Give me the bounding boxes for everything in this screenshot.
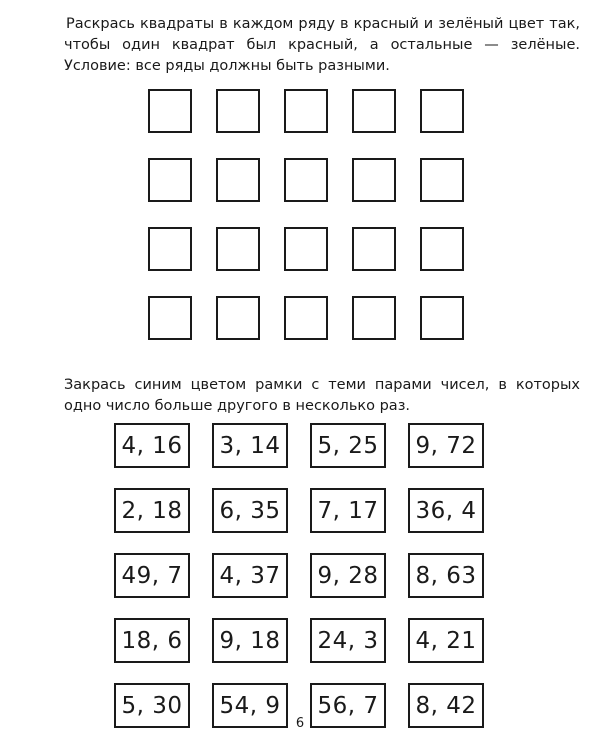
number-pairs-grid <box>114 423 484 728</box>
number-pair-frame[interactable]: 4, 37 <box>212 553 288 598</box>
coloring-square[interactable] <box>284 296 328 340</box>
number-pair-frame[interactable]: 36, 4 <box>408 488 484 533</box>
number-pair-frame[interactable]: 6, 35 <box>212 488 288 533</box>
coloring-square[interactable] <box>216 227 260 271</box>
number-pair-frame[interactable]: 8, 63 <box>408 553 484 598</box>
coloring-square[interactable] <box>420 227 464 271</box>
coloring-square[interactable] <box>148 296 192 340</box>
page-number: 6 <box>295 716 305 731</box>
number-pair-frame[interactable]: 54, 9 <box>212 683 288 728</box>
coloring-square[interactable] <box>284 89 328 133</box>
coloring-square[interactable] <box>352 227 396 271</box>
coloring-square[interactable] <box>284 158 328 202</box>
task-1-instructions: Раскрась квадраты в каждом ряду в красный и зелёный цвет так, чтобы один квадрат был красный, а остальные — зелёные. Условие: все ряды должны быть разными. <box>64 16 580 74</box>
coloring-square[interactable] <box>148 158 192 202</box>
number-pair-frame[interactable]: 18, 6 <box>114 618 190 663</box>
coloring-square[interactable] <box>284 227 328 271</box>
number-pair-frame[interactable]: 49, 7 <box>114 553 190 598</box>
number-pair-frame[interactable]: 2, 18 <box>114 488 190 533</box>
number-pair-frame[interactable]: 5, 25 <box>310 423 386 468</box>
coloring-square[interactable] <box>352 296 396 340</box>
number-pair-frame[interactable]: 5, 30 <box>114 683 190 728</box>
task-2-instructions: Закрась синим цветом рамки с теми парами чисел, в которых одно число больше другого в несколько раз. <box>64 377 580 414</box>
number-pair-frame[interactable]: 3, 14 <box>212 423 288 468</box>
coloring-square[interactable] <box>216 158 260 202</box>
number-pair-frame[interactable]: 56, 7 <box>310 683 386 728</box>
number-pair-frame[interactable]: 9, 28 <box>310 553 386 598</box>
coloring-square[interactable] <box>216 296 260 340</box>
number-pair-frame[interactable]: 7, 17 <box>310 488 386 533</box>
number-pair-frame[interactable]: 9, 72 <box>408 423 484 468</box>
coloring-square[interactable] <box>420 296 464 340</box>
coloring-square[interactable] <box>148 227 192 271</box>
number-pair-frame[interactable]: 4, 21 <box>408 618 484 663</box>
number-pair-frame[interactable]: 24, 3 <box>310 618 386 663</box>
coloring-square[interactable] <box>352 158 396 202</box>
number-pair-frame[interactable]: 4, 16 <box>114 423 190 468</box>
coloring-square[interactable] <box>148 89 192 133</box>
squares-grid <box>148 89 464 340</box>
coloring-square[interactable] <box>216 89 260 133</box>
coloring-square[interactable] <box>352 89 396 133</box>
number-pair-frame[interactable]: 8, 42 <box>408 683 484 728</box>
coloring-square[interactable] <box>420 89 464 133</box>
coloring-square[interactable] <box>420 158 464 202</box>
number-pair-frame[interactable]: 9, 18 <box>212 618 288 663</box>
